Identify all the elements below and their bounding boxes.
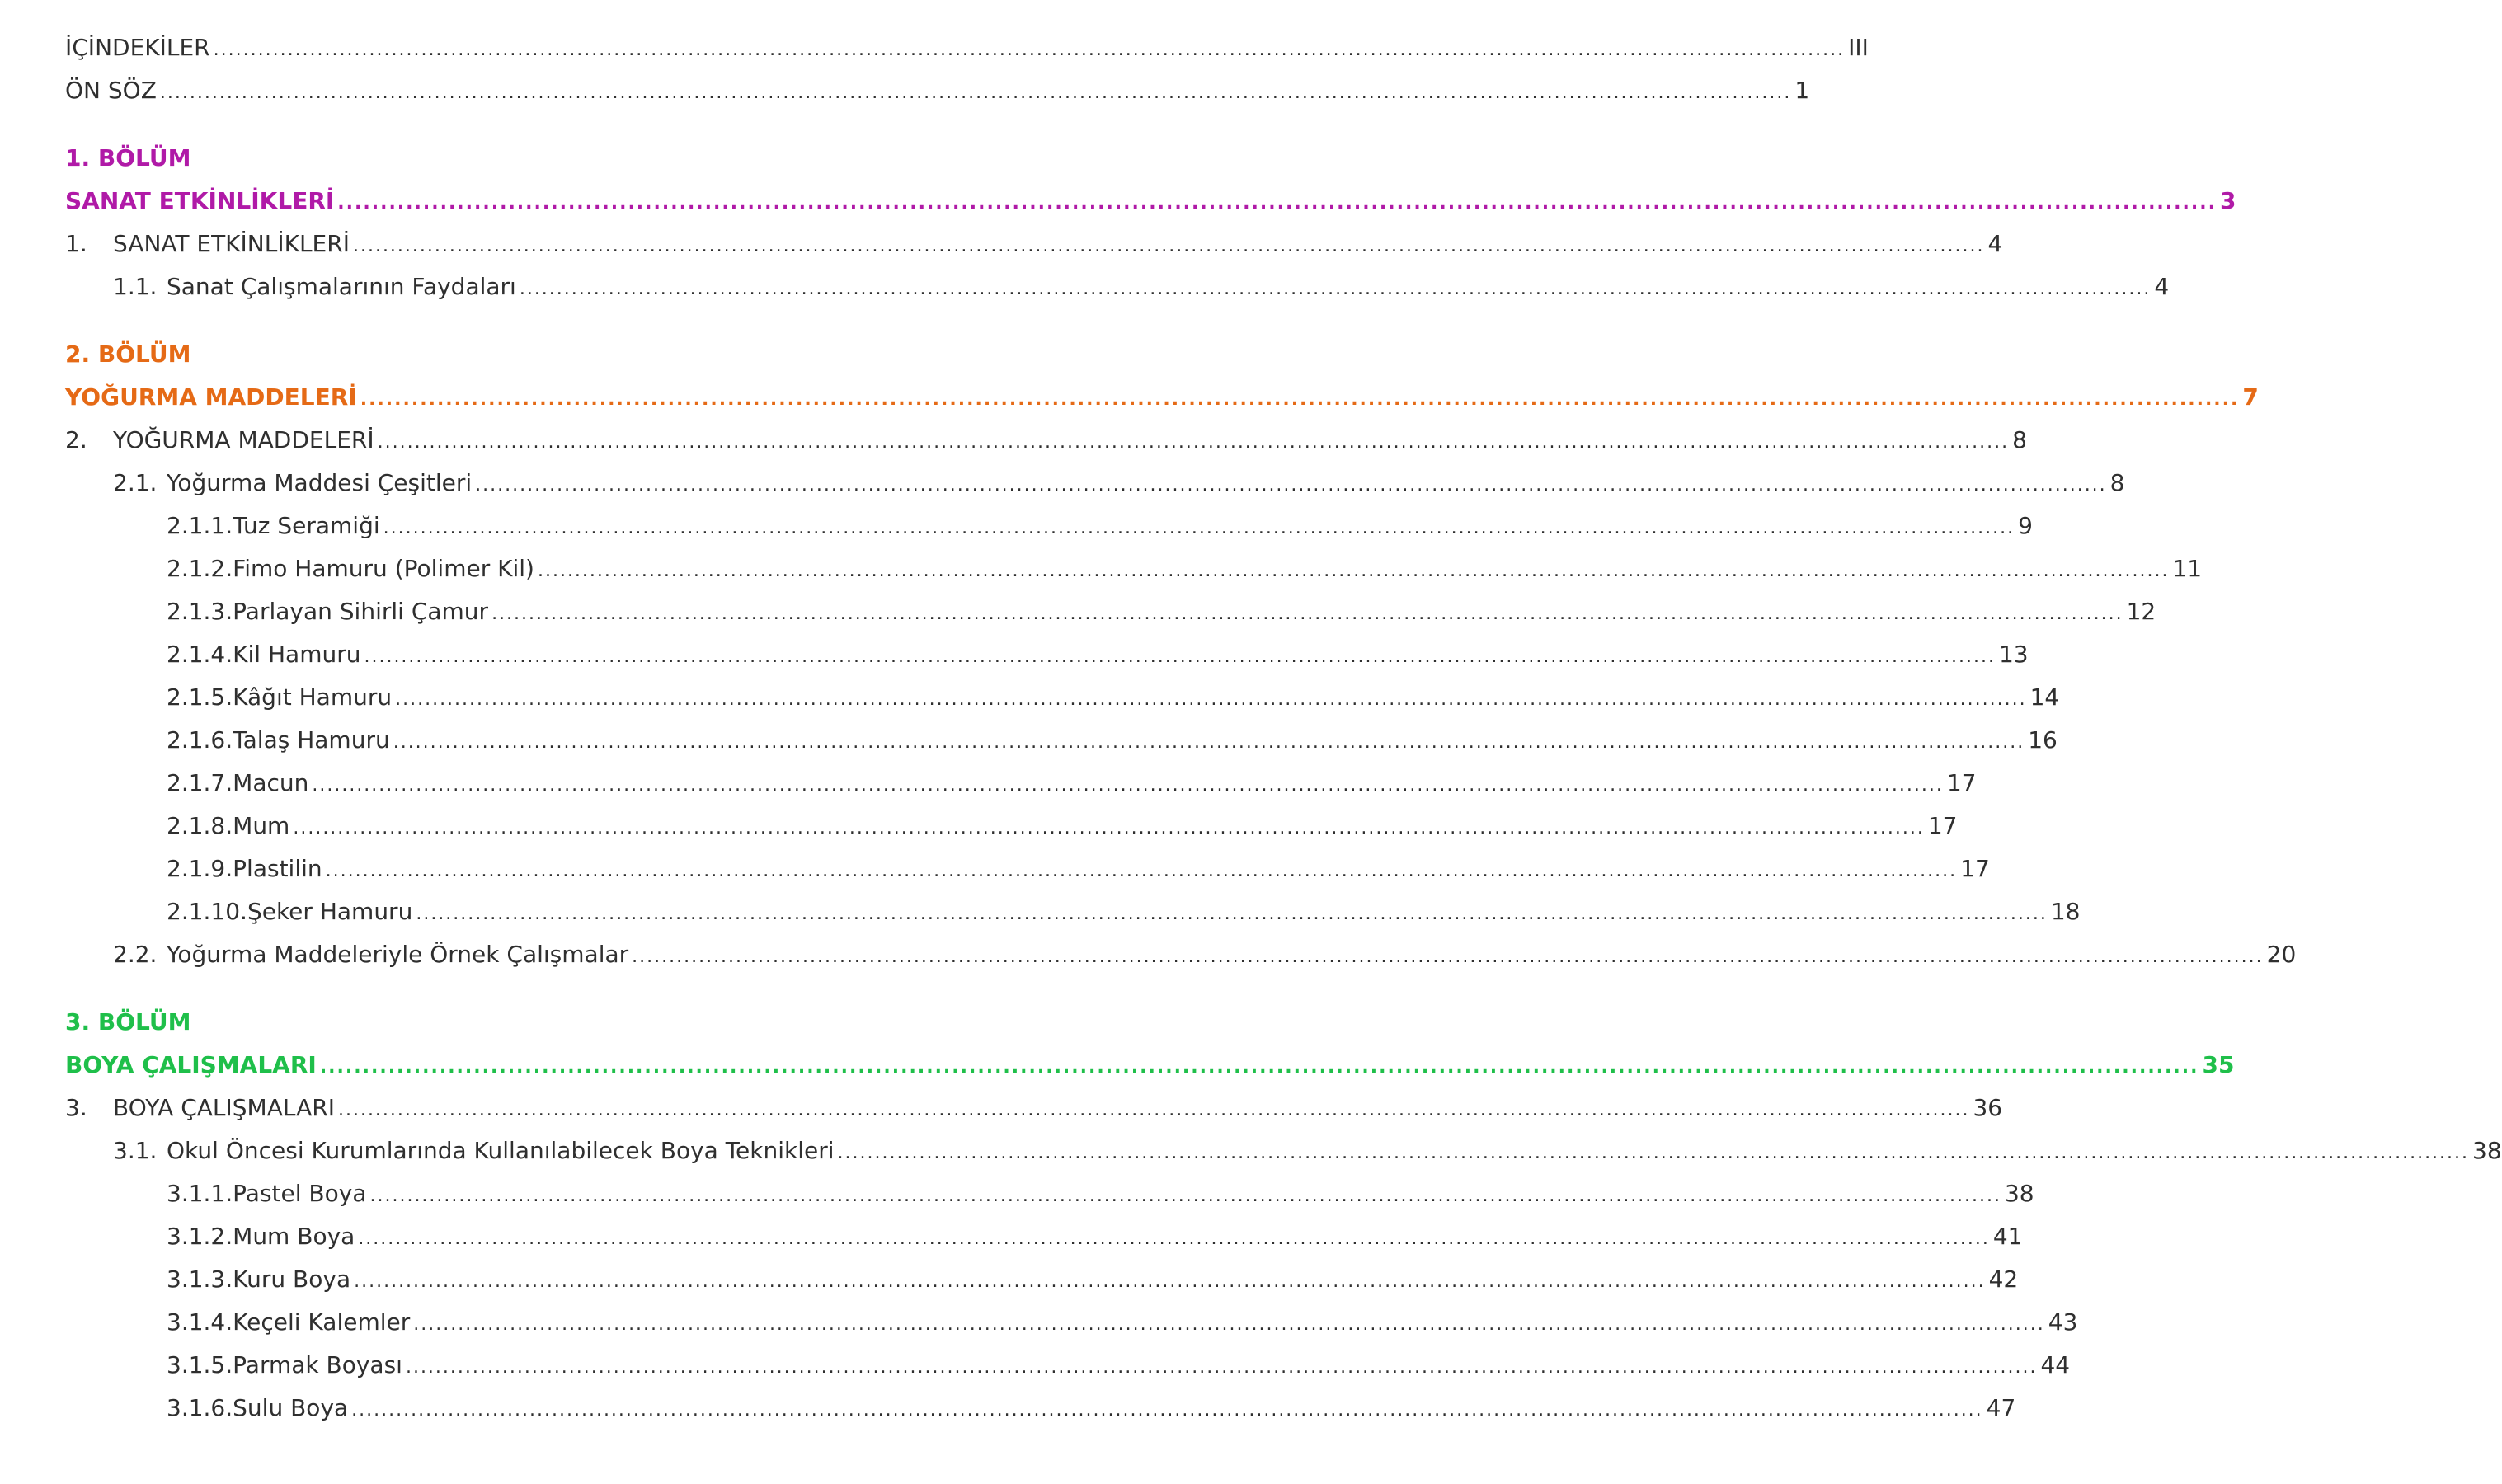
toc-entry-number: 1. [65,230,87,257]
toc-entry[interactable] [167,510,2033,542]
toc-entry-page: 11 [2172,555,2203,582]
dot-leader: ............................................................................................................................................................................................................................ [364,646,1996,667]
toc-entry[interactable] [167,681,2060,714]
toc-entry-number: 3.1.4. [167,1308,233,1336]
toc-entry-page: 1 [1794,77,1810,104]
toc-entry-page: 3 [2219,187,2236,214]
toc-entry-title: SANAT ETKİNLİKLERİ [65,187,335,214]
toc-entry-number: 2.1.10. [167,898,247,925]
toc-entry-title: BOYA ÇALIŞMALARI [65,1051,317,1078]
toc-entry-page: 4 [1987,230,2003,257]
toc-entry-number: 2.1. [113,469,158,496]
toc-entry[interactable] [167,1177,2034,1210]
toc-entry[interactable] [167,1306,2078,1339]
dot-leader: ............................................................................................................................................................................................................................ [351,1400,1983,1421]
section-heading: 3. BÖLÜM [65,1008,191,1036]
toc-entry-title: Şeker Hamuru [247,898,413,925]
toc-entry-title: Kuru Boya [233,1266,351,1293]
toc-chapter-link[interactable] [65,381,2259,414]
toc-entry-title: Parlayan Sihirli Çamur [233,598,489,625]
toc-entry-title: YOĞURMA MADDELERİ [65,383,357,411]
toc-entry-number: 3. [65,1094,87,1121]
toc-front-matter-item[interactable] [65,31,1869,64]
toc-entry-number: 2.1.4. [167,641,233,668]
toc-entry-page: 14 [2029,683,2060,711]
toc-front-matter-item[interactable] [65,74,1810,107]
dot-leader: ............................................................................................................................................................................................................................ [358,1228,1990,1249]
section-heading: 2. BÖLÜM [65,340,191,368]
dot-leader: ............................................................................................................................................................................................................................ [383,518,2015,538]
dot-leader: ............................................................................................................................................................................................................................ [537,561,2170,581]
toc-entry-number: 2.1.2. [167,555,233,582]
toc-entry-number: 3.1.2. [167,1223,233,1250]
dot-leader: ............................................................................................................................................................................................................................ [416,904,2048,924]
toc-entry-title: Talaş Hamuru [233,726,390,754]
toc-entry-page: 8 [2109,469,2125,496]
toc-entry-title: Plastilin [233,855,322,882]
toc-entry[interactable] [167,1220,2023,1253]
toc-entry-title: İÇİNDEKİLER [65,34,210,61]
toc-entry-number: 3.1.3. [167,1266,233,1293]
toc-entry-title: Sanat Çalışmalarının Faydaları [167,273,516,300]
dot-leader: ............................................................................................................................................................................................................................ [213,40,1846,60]
toc-entry-title: Kil Hamuru [233,641,361,668]
toc-entry-page: 36 [1973,1094,2003,1121]
toc-entry[interactable] [167,852,1990,885]
toc-entry-number: 2.1.3. [167,598,233,625]
toc-entry[interactable] [113,270,2170,303]
dot-leader: ............................................................................................................................................................................................................................ [354,1271,1986,1292]
toc-entry[interactable] [167,767,1977,800]
toc-entry-number: 3.1.1. [167,1180,233,1207]
toc-entry-title: Parmak Boyası [233,1351,402,1378]
dot-leader: ............................................................................................................................................................................................................................ [632,946,2264,967]
toc-entry-number: 2.1.9. [167,855,233,882]
toc-entry[interactable] [65,424,2027,457]
toc-entry-page: 44 [2040,1351,2071,1378]
toc-entry-number: 2.1.8. [167,812,233,839]
toc-entry[interactable] [65,1092,2003,1125]
toc-entry[interactable] [167,1392,2016,1425]
toc-entry[interactable] [167,552,2203,585]
toc-entry-title: BOYA ÇALIŞMALARI [113,1094,335,1121]
toc-entry-page: 17 [1960,855,1990,882]
toc-entry[interactable] [167,595,2156,628]
dot-leader: ............................................................................................................................................................................................................................ [393,732,2025,753]
toc-entry-page: 12 [2126,598,2156,625]
toc-entry-page: 17 [1946,769,1977,796]
toc-entry-number: 2.1.7. [167,769,233,796]
toc-entry-title: SANAT ETKİNLİKLERİ [113,230,350,257]
toc-entry-page: 43 [2048,1308,2078,1336]
toc-entry-page: 35 [2202,1051,2235,1078]
toc-entry-page: III [1848,34,1869,61]
toc-entry-title: Mum Boya [233,1223,355,1250]
toc-entry-title: ÖN SÖZ [65,77,157,104]
dot-leader: ............................................................................................................................................................................................................................ [312,775,1944,796]
dot-leader: ............................................................................................................................................................................................................................ [352,236,1985,256]
toc-entry-title: Mum [233,812,290,839]
dot-leader: ............................................................................................................................................................................................................................ [360,389,2240,410]
toc-entry-number: 2.1.6. [167,726,233,754]
dot-leader: ............................................................................................................................................................................................................................ [405,1357,2038,1378]
toc-entry[interactable] [167,810,1958,843]
toc-entry[interactable] [167,895,2081,928]
toc-entry[interactable] [167,1349,2071,1382]
toc-entry-title: Yoğurma Maddeleriyle Örnek Çalışmalar [167,941,629,968]
toc-entry-title: Keçeli Kalemler [233,1308,411,1336]
toc-entry-title: Okul Öncesi Kurumlarında Kullanılabilecek Boya Teknikleri [167,1137,835,1164]
toc-entry-page: 42 [1988,1266,2019,1293]
dot-leader: ............................................................................................................................................................................................................................ [475,475,2107,495]
dot-leader: ............................................................................................................................................................................................................................ [337,193,2217,214]
toc-entry-title: Tuz Seramiği [233,512,380,539]
toc-entry[interactable] [65,228,2003,261]
toc-entry-title: Sulu Boya [233,1394,349,1421]
toc-entry-page: 41 [1992,1223,2023,1250]
toc-entry-title: Yoğurma Maddesi Çeşitleri [167,469,473,496]
toc-entry-title: Kâğıt Hamuru [233,683,393,711]
toc-entry[interactable] [113,938,2297,971]
toc-entry[interactable] [113,467,2125,500]
toc-entry-page: 38 [2472,1137,2502,1164]
dot-leader: ............................................................................................................................................................................................................................ [377,432,2010,453]
toc-entry-title: Fimo Hamuru (Polimer Kil) [233,555,534,582]
dot-leader: ............................................................................................................................................................................................................................ [159,82,1792,103]
toc-entry-page: 18 [2050,898,2081,925]
toc-entry-number: 1.1. [113,273,158,300]
toc-entry-number: 2. [65,426,87,453]
dot-leader: ............................................................................................................................................................................................................................ [325,861,1958,881]
toc-entry-title: Macun [233,769,309,796]
toc-entry[interactable] [167,638,2029,671]
toc-entry-page: 9 [2018,512,2033,539]
toc-entry[interactable] [167,1263,2019,1296]
toc-entry-number: 3.1.5. [167,1351,233,1378]
toc-entry-number: 2.1.1. [167,512,233,539]
dot-leader: ............................................................................................................................................................................................................................ [519,279,2152,299]
dot-leader: ............................................................................................................................................................................................................................ [319,1057,2199,1078]
dot-leader: ............................................................................................................................................................................................................................ [837,1143,2470,1163]
toc-entry-number: 2.1.5. [167,683,233,711]
toc-entry-number: 3.1.6. [167,1394,233,1421]
toc-entry-title: Pastel Boya [233,1180,367,1207]
toc-entry-page: 8 [2012,426,2027,453]
toc-entry-page: 38 [2004,1180,2034,1207]
toc-entry-page: 13 [1998,641,2029,668]
toc-entry-number: 2.2. [113,941,158,968]
toc-entry-page: 7 [2242,383,2259,411]
dot-leader: ............................................................................................................................................................................................................................ [293,818,1925,838]
toc-entry-number: 3.1. [113,1137,158,1164]
toc-entry-title: YOĞURMA MADDELERİ [113,426,374,453]
toc-entry-page: 17 [1927,812,1958,839]
dot-leader: ............................................................................................................................................................................................................................ [395,689,2027,710]
toc-chapter-link[interactable] [65,1049,2235,1082]
dot-leader: ............................................................................................................................................................................................................................ [369,1186,2001,1206]
toc-entry-page: 16 [2028,726,2058,754]
toc-entry-page: 20 [2266,941,2297,968]
dot-leader: ............................................................................................................................................................................................................................ [491,603,2123,624]
dot-leader: ............................................................................................................................................................................................................................ [337,1100,1970,1120]
dot-leader: ............................................................................................................................................................................................................................ [413,1314,2045,1335]
toc-entry-page: 4 [2154,273,2170,300]
toc-entry[interactable] [167,724,2058,757]
section-heading: 1. BÖLÜM [65,144,191,171]
toc-entry[interactable] [113,1134,2502,1167]
toc-chapter-link[interactable] [65,185,2236,218]
toc-entry-page: 47 [1986,1394,2016,1421]
